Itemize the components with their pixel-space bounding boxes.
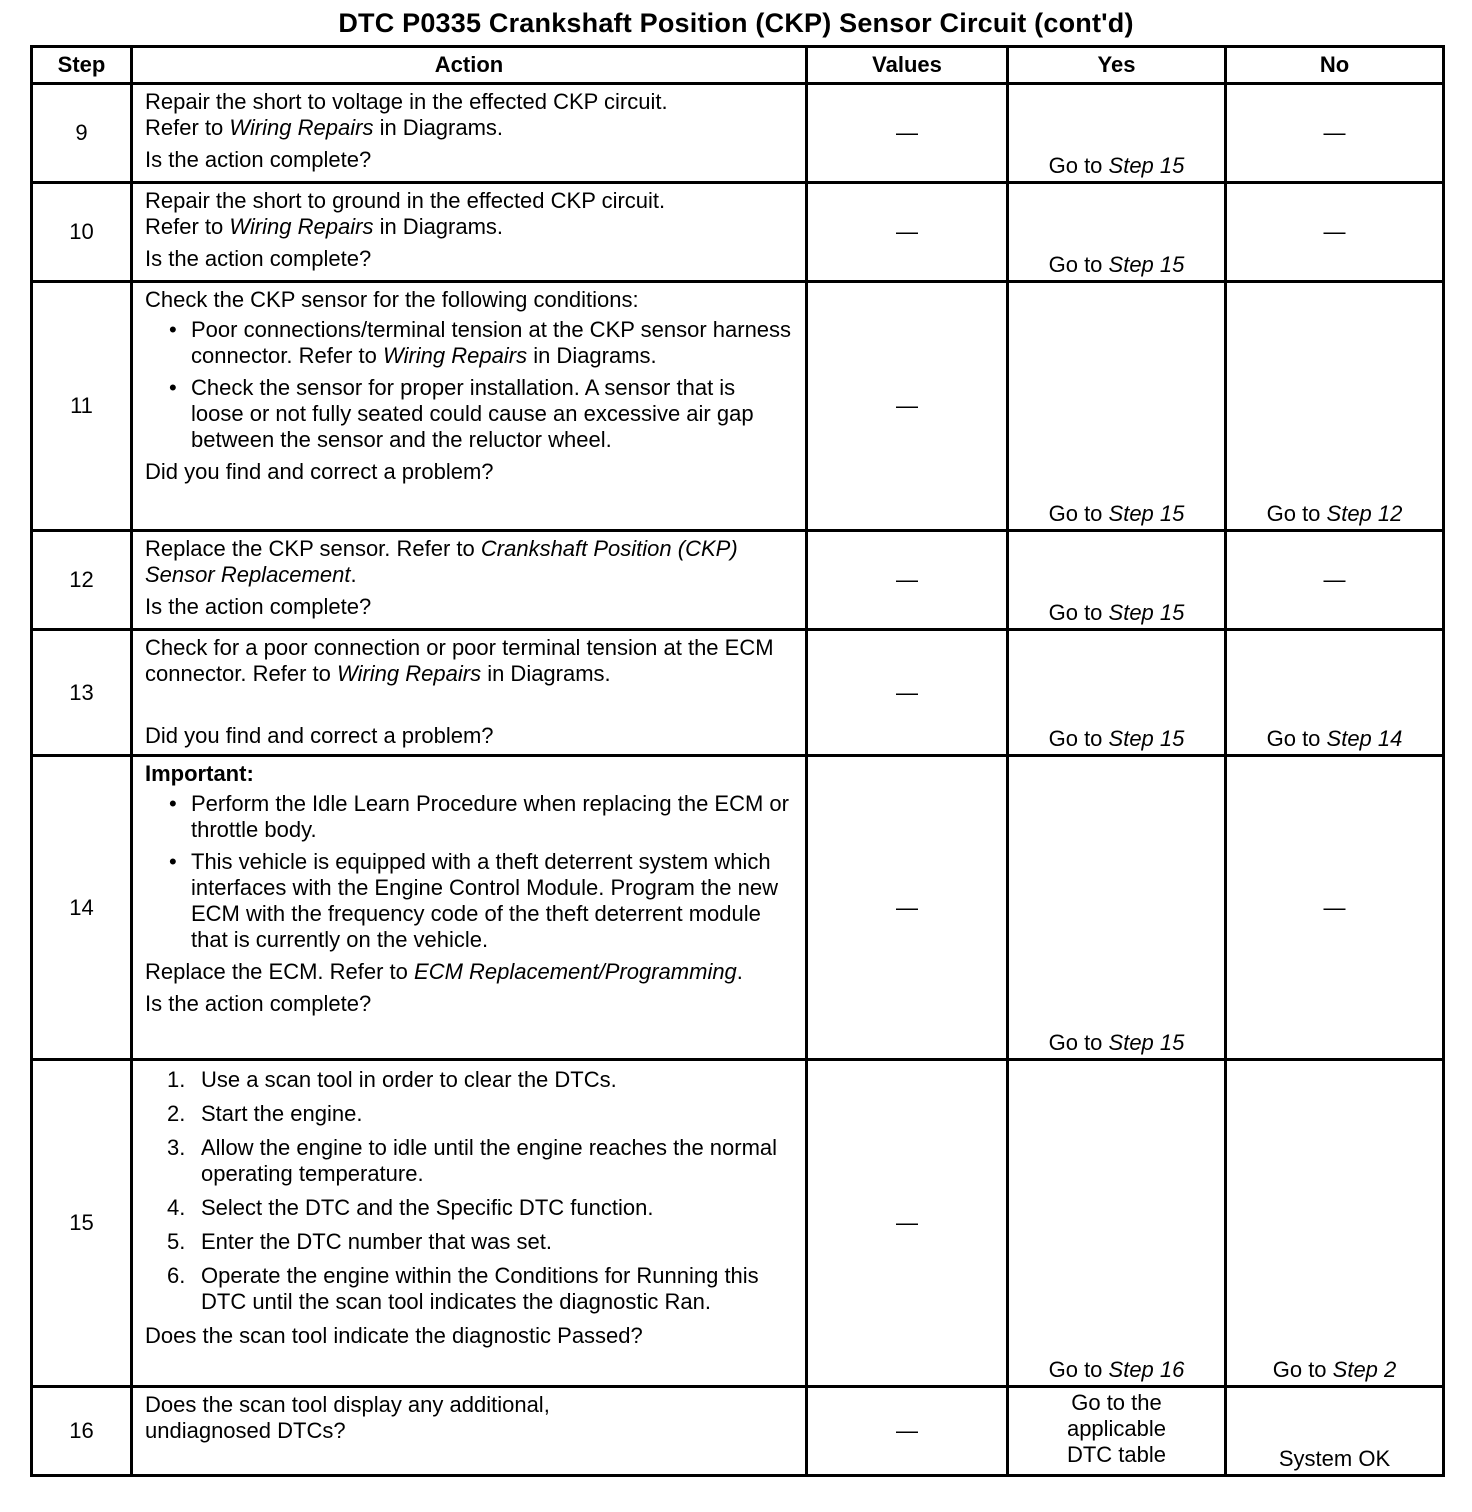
list-item: 5. Enter the DTC number that was set. xyxy=(167,1229,552,1254)
action-text: Replace the CKP sensor. Refer to Crankshaft Position (CKP) Sensor Replacement. xyxy=(145,536,738,587)
values-cell: — xyxy=(807,282,1008,531)
action-question: Is the action complete? xyxy=(145,594,372,619)
yes-goto: Go to Step 15 xyxy=(1048,726,1185,751)
values-cell: — xyxy=(807,1060,1008,1387)
yes-cell xyxy=(1008,756,1226,1060)
yes-cell xyxy=(1008,1060,1226,1387)
yes-cell xyxy=(1008,531,1226,630)
table-row xyxy=(32,1060,1444,1387)
table-row xyxy=(32,630,1444,756)
action-cell xyxy=(132,183,807,282)
action-cell xyxy=(132,1060,807,1387)
no-cell: — xyxy=(1226,183,1444,282)
step-cell: 12 xyxy=(32,531,132,630)
step-cell: 15 xyxy=(32,1060,132,1387)
table-row xyxy=(32,531,1444,630)
table-row xyxy=(32,183,1444,282)
action-question: Does the scan tool indicate the diagnostic Passed? xyxy=(145,1323,643,1348)
list-item: 3. Allow the engine to idle until the engine reaches the normal operating temperature. xyxy=(167,1135,778,1186)
action-cell xyxy=(132,282,807,531)
yes-goto: Go to Step 15 xyxy=(1048,1030,1185,1055)
no-cell: — xyxy=(1226,531,1444,630)
yes-cell xyxy=(1008,630,1226,756)
action-question: Did you find and correct a problem? xyxy=(145,459,494,484)
no-cell xyxy=(1226,630,1444,756)
header-values: Values xyxy=(807,47,1008,84)
values-cell: — xyxy=(807,531,1008,630)
action-cell xyxy=(132,1387,807,1476)
no-cell xyxy=(1226,282,1444,531)
list-item: 2. Start the engine. xyxy=(167,1101,363,1126)
table-header-row xyxy=(32,47,1444,84)
no-cell xyxy=(1226,1060,1444,1387)
action-text: Replace the ECM. Refer to ECM Replacement/Programming. xyxy=(145,959,743,984)
yes-goto: Go to Step 15 xyxy=(1048,501,1185,526)
list-item: • Perform the Idle Learn Procedure when replacing the ECM or throttle body. xyxy=(145,791,793,843)
action-intro: Check the CKP sensor for the following conditions: xyxy=(145,287,639,312)
step-cell: 9 xyxy=(32,84,132,183)
yes-goto: Go to the applicable DTC table xyxy=(1066,1390,1167,1467)
action-cell xyxy=(132,756,807,1060)
yes-cell xyxy=(1008,282,1226,531)
action-cell xyxy=(132,531,807,630)
list-item: 1. Use a scan tool in order to clear the DTCs. xyxy=(167,1067,617,1092)
values-cell: — xyxy=(807,630,1008,756)
yes-goto: Go to Step 16 xyxy=(1048,1357,1185,1382)
table-row xyxy=(32,282,1444,531)
action-cell xyxy=(132,84,807,183)
values-cell: — xyxy=(807,84,1008,183)
no-cell: — xyxy=(1226,756,1444,1060)
action-question: Does the scan tool display any additional, undiagnosed DTCs? xyxy=(145,1392,550,1443)
action-question: Is the action complete? xyxy=(145,991,372,1016)
action-text: Repair the short to ground in the effected CKP circuit. xyxy=(145,188,666,213)
yes-goto: Go to Step 15 xyxy=(1048,600,1185,625)
action-question: Is the action complete? xyxy=(145,246,372,271)
yes-goto: Go to Step 15 xyxy=(1048,252,1185,277)
action-reference: Refer to Wiring Repairs in Diagrams. xyxy=(145,115,504,140)
no-cell xyxy=(1226,1387,1444,1476)
procedure-list xyxy=(145,1067,793,1315)
action-question: Did you find and correct a problem? xyxy=(145,723,494,748)
header-no: No xyxy=(1226,47,1444,84)
values-cell: — xyxy=(807,756,1008,1060)
table-row xyxy=(32,756,1444,1060)
yes-cell xyxy=(1008,1387,1226,1476)
no-goto: Go to Step 2 xyxy=(1272,1357,1397,1382)
yes-cell xyxy=(1008,183,1226,282)
table-row xyxy=(32,1387,1444,1476)
action-question: Is the action complete? xyxy=(145,147,372,172)
list-item: 4. Select the DTC and the Specific DTC function. xyxy=(167,1195,654,1220)
list-item: • Poor connections/terminal tension at the CKP sensor harness connector. Refer to Wiring Repairs in Diagrams. xyxy=(145,317,793,369)
action-reference: Refer to Wiring Repairs in Diagrams. xyxy=(145,214,504,239)
step-cell: 13 xyxy=(32,630,132,756)
step-cell: 14 xyxy=(32,756,132,1060)
action-text: Repair the short to voltage in the effected CKP circuit. xyxy=(145,89,668,114)
important-label: Important: xyxy=(145,761,254,786)
yes-goto: Go to Step 15 xyxy=(1048,153,1185,178)
step-cell: 10 xyxy=(32,183,132,282)
header-yes: Yes xyxy=(1008,47,1226,84)
condition-list xyxy=(145,317,793,453)
no-goto: Go to Step 14 xyxy=(1266,726,1403,751)
values-cell: — xyxy=(807,183,1008,282)
table-row xyxy=(32,84,1444,183)
dtc-table xyxy=(30,45,1445,1477)
page-title: DTC P0335 Crankshaft Position (CKP) Sensor Circuit (cont'd) xyxy=(338,8,1134,38)
no-goto: Go to Step 12 xyxy=(1266,501,1403,526)
list-item: • This vehicle is equipped with a theft deterrent system which interfaces with the Engine Control Module. Program the new ECM with the frequency code of the theft deterrent module that is currently on the vehicle. xyxy=(145,849,793,953)
step-cell: 16 xyxy=(32,1387,132,1476)
action-cell xyxy=(132,630,807,756)
header-step: Step xyxy=(32,47,132,84)
no-result: System OK xyxy=(1278,1446,1391,1471)
important-list xyxy=(145,791,793,953)
values-cell: — xyxy=(807,1387,1008,1476)
step-cell: 11 xyxy=(32,282,132,531)
action-text: Check for a poor connection or poor terminal tension at the ECM connector. Refer to Wiring Repairs in Diagrams. xyxy=(145,635,774,686)
no-cell: — xyxy=(1226,84,1444,183)
list-item: • Check the sensor for proper installation. A sensor that is loose or not fully seated could cause an excessive air gap between the sensor and the reluctor wheel. xyxy=(145,375,793,453)
header-action: Action xyxy=(132,47,807,84)
yes-cell xyxy=(1008,84,1226,183)
list-item: 6. Operate the engine within the Conditions for Running this DTC until the scan tool indicates the diagnostic Ran. xyxy=(167,1263,759,1314)
